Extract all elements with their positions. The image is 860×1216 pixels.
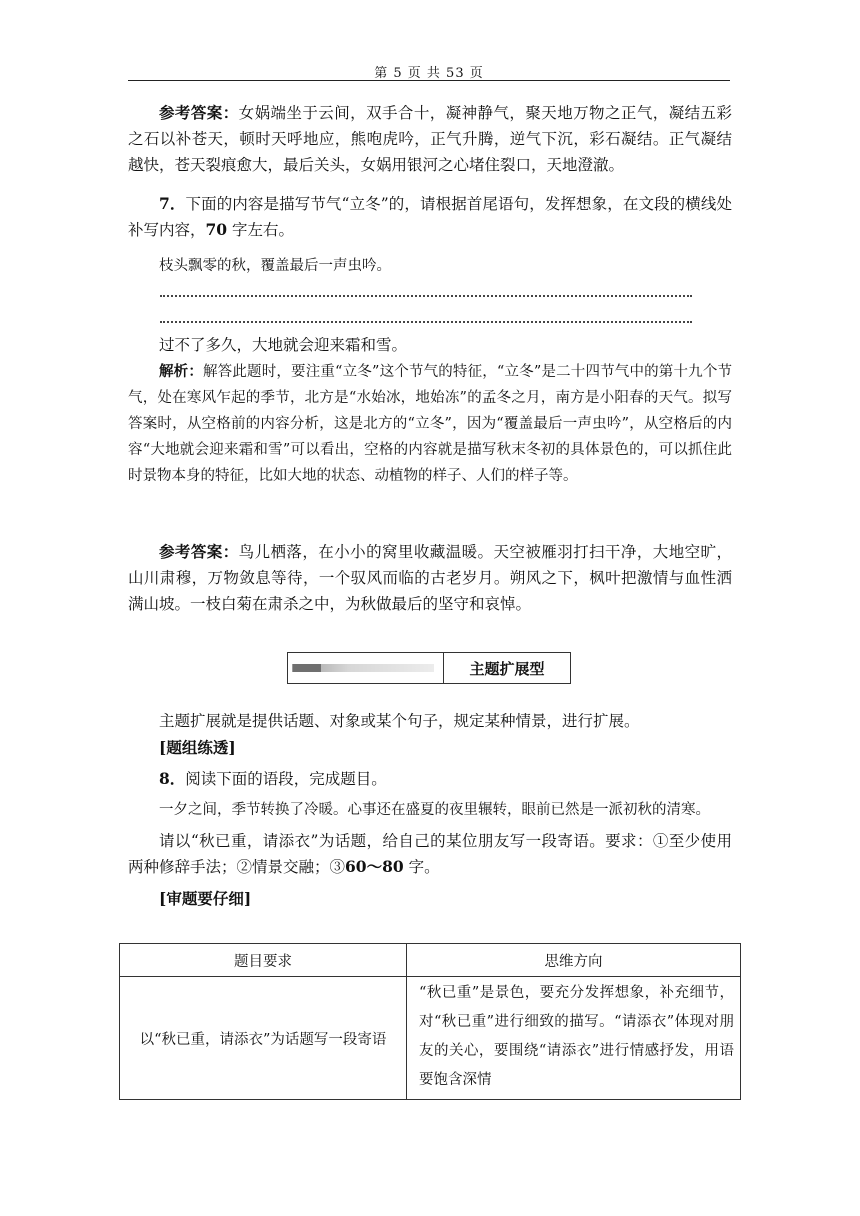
table-header-requirement: 题目要求: [120, 944, 407, 977]
table-cell-direction: “秋已重”是景色，要充分发挥想象，补充细节，对“秋已重”进行细致的描写。“请添衣”体现对朋友的关心，要围绕“请添衣”进行情感抒发，用语要饱含深情: [407, 977, 741, 1100]
section-banner: [287, 652, 571, 684]
question-7: [128, 191, 732, 243]
question-8: [128, 766, 732, 792]
question-7-last-line: 过不了多久，大地就会迎来霜和雪。: [159, 336, 408, 354]
blank-line-2: [160, 321, 692, 323]
question-8-prompt: 阅读下面的语段，完成题目。: [185, 770, 387, 788]
table-row: [120, 977, 741, 1100]
banner-tag: [293, 664, 321, 672]
requirements-table: [119, 943, 741, 1100]
section-title: 主题扩展型: [469, 659, 545, 678]
answer-6-label: 参考答案：: [159, 103, 239, 122]
question-7-text-b: 字左右。: [227, 221, 295, 239]
analysis-text: 解答此题时，要注重“立冬”这个节气的特征，“立冬”是二十四节气中的第十九个节气，处在寒风乍起的季节，北方是“水始冰，地始冻”的孟冬之月，南方是小阳春的天气。拟写答案时，从空格前的内容分析，这是北方的“立冬”，因为“覆盖最后一声虫吟”，从空格后的内容“大地就会迎来霜和雪”可以看出，空格的内容就是描写秋末冬初的具体景色的，可以抓住此时景物本身的特征，比如大地的状态、动植物的样子、人们的样子等。: [128, 364, 732, 484]
answer-7-text: 鸟儿栖落，在小小的窝里收藏温暖。天空被雁羽打扫干净，大地空旷，山川肃穆，万物敛息等待，一个驭风而临的古老岁月。朔风之下，枫叶把激情与血性洒满山坡。一枝白菊在肃杀之中，为秋做最后的坚守和哀悼。: [128, 543, 732, 613]
answer-6-text: 女娲端坐于云间，双手合十，凝神静气，聚天地万物之正气，凝结五彩之石以补苍天，顿时天呼地应，熊咆虎吟，正气升腾，逆气下沉，彩石凝结。正气凝结越快，苍天裂痕愈大，最后关头，女娲用银河之心堵住裂口，天地澄澈。: [128, 104, 732, 174]
analysis-paragraph: [128, 359, 732, 489]
question-7-count: 70: [205, 220, 228, 239]
section-intro: 主题扩展就是提供话题、对象或某个句子，规定某种情景，进行扩展。: [159, 712, 640, 730]
question-8-number: 8．: [159, 769, 186, 788]
question-8-task: [128, 828, 732, 880]
table-header-direction: 思维方向: [407, 944, 741, 977]
table-cell-requirement: 以“秋已重，请添衣”为话题写一段寄语: [120, 977, 407, 1100]
answer-7-label: 参考答案：: [159, 542, 239, 561]
section-banner-decoration: [288, 653, 444, 683]
question-8-task-a: 请以“秋已重，请添衣”为话题，给自己的某位朋友写一段寄语。要求：①至少使用两种修辞手法；②情景交融；③: [128, 832, 732, 876]
question-8-passage: 一夕之间，季节转换了冷暖。心事还在盛夏的夜里辗转，眼前已然是一派初秋的清寒。: [159, 802, 710, 818]
header-rule: [128, 80, 730, 81]
blank-line-1: [160, 295, 692, 297]
question-7-number: 7．: [159, 194, 186, 213]
practice-heading: [题组练透]: [159, 738, 236, 757]
page-header: 第 5 页 共 53 页: [374, 66, 484, 81]
question-7-text-a: 下面的内容是描写节气“立冬”的，请根据首尾语句，发挥想象，在文段的横线处补写内容，: [128, 195, 732, 239]
review-heading: [审题要仔细]: [159, 889, 252, 908]
answer-7-paragraph: [128, 539, 732, 617]
question-8-task-count: 60～80: [345, 857, 404, 876]
table-header-row: [120, 944, 741, 977]
answer-6-paragraph: [128, 100, 732, 178]
question-8-task-b: 字。: [403, 858, 440, 876]
question-7-first-line: 枝头飘零的秋，覆盖最后一声虫吟。: [159, 258, 391, 274]
analysis-label: 解析：: [159, 363, 204, 380]
